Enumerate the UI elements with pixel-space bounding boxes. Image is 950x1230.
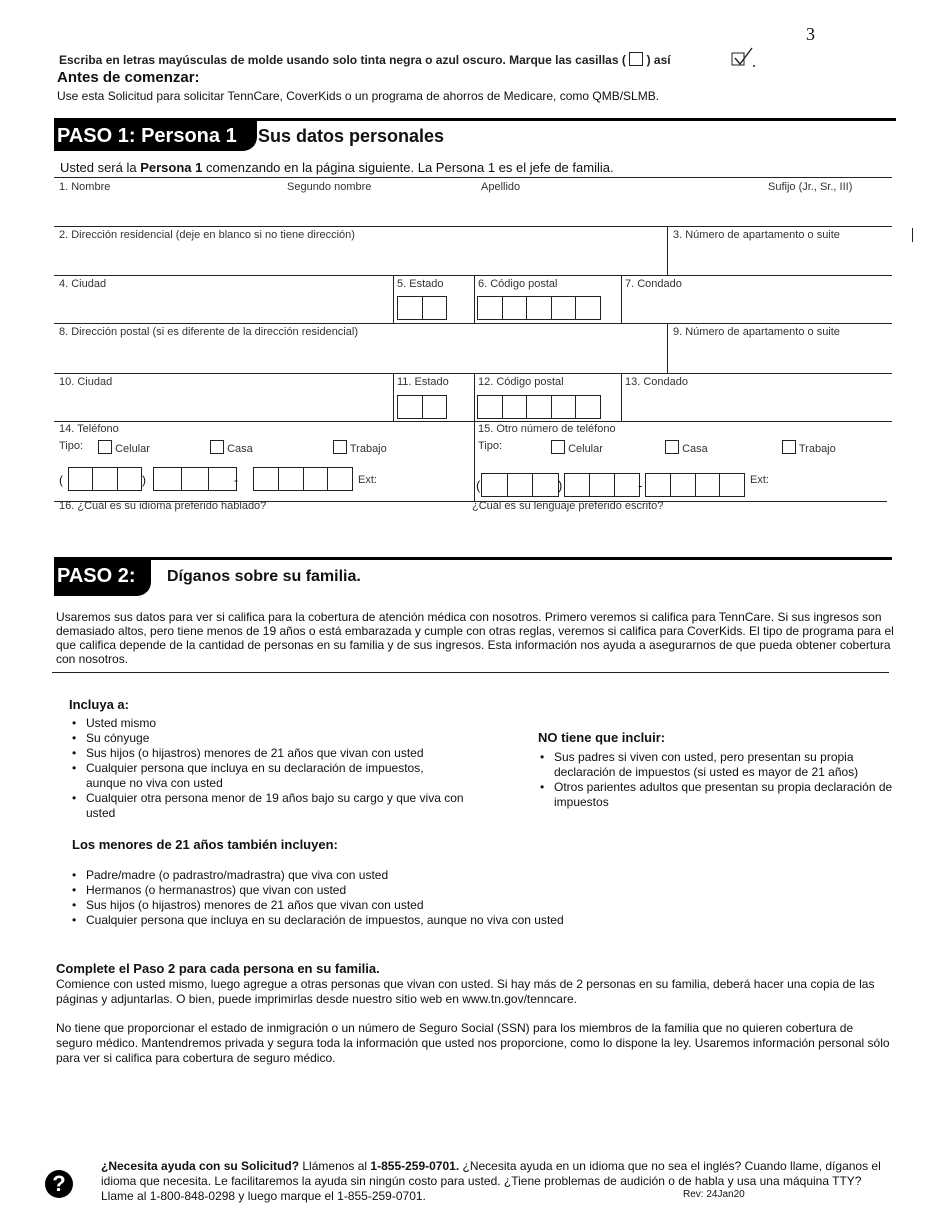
input-estado2[interactable]	[397, 395, 447, 419]
input-ciudad2[interactable]	[56, 392, 386, 418]
label-tipo2: Tipo:	[478, 440, 503, 452]
label-ciudad2: 10. Ciudad	[59, 376, 113, 388]
before-start-title: Antes de comenzar:	[57, 69, 200, 86]
phone2-ext-input[interactable]	[777, 468, 887, 492]
step1-intro-text: Usted será la	[60, 160, 141, 175]
list-item: • Cualquier persona que incluya en su declaración de impuestos, aunque no viva con usted	[69, 761, 464, 791]
list-item: • Su cónyuge	[69, 731, 464, 746]
input-condado2[interactable]	[625, 392, 890, 418]
checkbox-icon[interactable]	[551, 440, 565, 454]
list-item: • Hermanos (o hermanastros) que vivan con usted	[69, 883, 669, 898]
complete-text: Comience con usted mismo, luego agregue a otras personas que vivan con usted. Si hay más de 2 personas en su familia, deberá hacer una copia de las páginas y adjuntarlas. O bien, puede imprimirlas desde nuestro sitio web en www.tn.gov/tenncare.	[56, 977, 875, 1006]
list-item: • Sus hijos (o hijastros) menores de 21 años que vivan con usted	[69, 746, 464, 761]
minors-list	[69, 868, 669, 928]
not-include-title: NO tiene que incluir:	[538, 730, 666, 745]
complete-title: Complete el Paso 2 para cada persona en su familia.	[56, 961, 380, 976]
phone1-celular-option[interactable]	[98, 440, 150, 455]
input-condado[interactable]	[625, 294, 890, 320]
help-phone: 1-855-259-0701.	[370, 1159, 460, 1173]
input-idioma-hablado[interactable]	[56, 514, 466, 540]
step1-tab: PASO 1: Persona 1	[54, 121, 257, 151]
label-tipo: Tipo:	[59, 440, 84, 452]
label-ext2: Ext:	[750, 474, 769, 486]
step2-tab: PASO 2:	[54, 560, 151, 596]
phone2-casa-option[interactable]	[665, 440, 708, 455]
label-apto-postal: 9. Número de apartamento o suite	[673, 326, 840, 338]
minors-title: Los menores de 21 años también incluyen:	[72, 837, 338, 852]
label-apellido: Apellido	[481, 181, 521, 193]
phone1-trabajo-option[interactable]	[333, 440, 387, 455]
checkbox-icon[interactable]	[665, 440, 679, 454]
not-include-list	[537, 750, 909, 810]
input-codigo-postal[interactable]	[477, 296, 601, 320]
footer-help-text	[101, 1159, 891, 1204]
label-ext: Ext:	[358, 474, 377, 486]
input-apto[interactable]	[670, 244, 890, 272]
phone1-prefix[interactable]	[153, 467, 237, 491]
include-title: Incluya a:	[69, 697, 129, 712]
instructions-text-mid: . Marque las casillas (	[502, 53, 626, 67]
phone1-paren-open: (	[59, 473, 63, 487]
immigration-text: No tiene que proporcionar el estado de inmigración o un número de Seguro Social (SSN) para los miembros de la familia que no quieren cobertura de seguro médico. Mantendremos privada y segura toda la información que usted nos proporcione, como lo dispone la ley. Usaremos información personal sólo para ver si califica para cobertura de seguro médico.	[56, 1021, 890, 1065]
revision-label: Rev: 24Jan20	[683, 1189, 745, 1200]
checkbox-icon[interactable]	[782, 440, 796, 454]
label-ciudad: 4. Ciudad	[59, 278, 107, 290]
step1-intro-rest: comenzando en la página siguiente. La Persona 1 es el jefe de familia.	[202, 160, 614, 175]
list-item: • Cualquier otra persona menor de 19 años bajo su cargo y que viva con usted	[69, 791, 464, 821]
label-segundo-nombre: Segundo nombre	[287, 181, 372, 193]
phone1-line[interactable]	[253, 467, 353, 491]
input-idioma-escrito[interactable]	[470, 514, 885, 540]
step1-intro-bold: Persona 1	[140, 160, 203, 175]
step2-intro: Usaremos sus datos para ver si califica para la cobertura de atención médica con nosotros. Primero veremos si califica para TennCare. Si sus ingresos son demasiado altos, pero tiene menos de 19 años o está embarazada y cumple con otras reglas, veremos si califica para CoverKids. El tipo de programa para el que califica depende de la cantidad de personas en su familia y de sus ingresos. Esta información nos ayuda a asegurarnos de que pueda obtener cobertura con nosotros.	[56, 610, 894, 666]
step1-intro	[60, 160, 614, 175]
phone2-paren-open: (	[476, 478, 481, 493]
phone2-dash: -	[638, 478, 643, 493]
input-nombre[interactable]	[56, 196, 280, 224]
phone2-celular-option[interactable]	[551, 440, 603, 455]
option-label: Trabajo	[349, 443, 387, 455]
phone2-area-code[interactable]	[481, 473, 559, 497]
help-bold: ¿Necesita ayuda con su Solicitud?	[101, 1159, 300, 1173]
step1-title: Sus datos personales	[258, 126, 445, 146]
label-codigo-postal: 6. Código postal	[478, 278, 558, 290]
list-item: • Sus hijos (o hijastros) menores de 21 años que vivan con usted	[69, 898, 669, 913]
option-label: Trabajo	[798, 443, 836, 455]
input-codigo-postal2[interactable]	[477, 395, 601, 419]
label-condado: 7. Condado	[625, 278, 682, 290]
label-direccion-postal: 8. Dirección postal (si es diferente de la dirección residencial)	[59, 326, 358, 338]
option-label: Casa	[227, 443, 253, 455]
option-label: Celular	[568, 443, 603, 455]
phone1-ext-input[interactable]	[385, 468, 470, 492]
checkbox-icon[interactable]	[333, 440, 347, 454]
input-ciudad[interactable]	[56, 294, 386, 320]
label-idioma-escrito: ¿Cuál es su lenguaje preferido escrito?	[472, 500, 664, 512]
instructions-line	[59, 52, 671, 67]
label-nombre: 1. Nombre	[59, 181, 111, 193]
phone2-paren-close: )	[558, 478, 563, 493]
label-estado2: 11. Estado	[397, 376, 449, 388]
list-item: • Otros parientes adultos que presentan su propia declaración de impuestos	[537, 780, 909, 810]
sample-checkbox-icon	[629, 52, 643, 66]
input-estado[interactable]	[397, 296, 447, 320]
input-segundo-nombre[interactable]	[284, 196, 474, 224]
input-direccion-postal[interactable]	[56, 342, 661, 370]
list-item: • Usted mismo	[69, 716, 464, 731]
help-icon: ?	[45, 1170, 73, 1198]
label-direccion: 2. Dirección residencial (deje en blanco si no tiene dirección)	[59, 229, 355, 241]
include-list	[69, 716, 464, 821]
instructions-text-after: ) así	[646, 53, 671, 67]
input-sufijo[interactable]	[765, 196, 890, 224]
help-rest: ¿Necesita ayuda en un idioma que no sea el inglés? Cuando llame, díganos el idioma que necesita. Le facilitaremos la ayuda sin ningún costo para usted. ¿Tiene problemas de audición o de habla y usa una máquina TTY? Llame al 1-800-848-0298 y luego marque el 1-855-259-0701.	[101, 1159, 881, 1203]
label-condado2: 13. Condado	[625, 376, 688, 388]
checked-box-example-icon	[730, 46, 756, 70]
input-apto-postal[interactable]	[670, 342, 890, 370]
list-item: • Cualquier persona que incluya en su declaración de impuestos, aunque no viva con usted	[69, 913, 669, 928]
list-item: • Padre/madre (o padrastro/madrastra) que viva con usted	[69, 868, 669, 883]
label-apto: 3. Número de apartamento o suite	[673, 229, 840, 241]
phone2-prefix[interactable]	[564, 473, 643, 497]
page-number: 3	[806, 24, 815, 44]
label-otro-telefono: 15. Otro número de teléfono	[478, 423, 616, 435]
help-call: Llámenos al	[299, 1159, 371, 1173]
label-telefono: 14. Teléfono	[59, 423, 119, 435]
phone1-casa-option[interactable]	[210, 440, 253, 455]
list-item: • Sus padres si viven con usted, pero presentan su propia declaración de impuestos (si usted es mayor de 21 años)	[537, 750, 909, 780]
phone1-area-code[interactable]	[68, 467, 142, 491]
label-sufijo: Sufijo (Jr., Sr., III)	[768, 181, 853, 193]
checkbox-icon[interactable]	[210, 440, 224, 454]
checkbox-icon[interactable]	[98, 440, 112, 454]
label-estado: 5. Estado	[397, 278, 444, 290]
input-direccion[interactable]	[56, 244, 661, 272]
phone2-trabajo-option[interactable]	[782, 440, 836, 455]
phone1-paren-close: )	[142, 473, 146, 487]
label-idioma-hablado: 16. ¿Cuál es su idioma preferido hablado?	[59, 500, 267, 512]
label-codigo-postal2: 12. Código postal	[478, 376, 564, 388]
before-start-text: Use esta Solicitud para solicitar TennCare, CoverKids o un programa de ahorros de Medicare, como QMB/SLMB.	[57, 89, 660, 103]
phone2-line[interactable]	[645, 473, 745, 497]
phone1-dash: -	[234, 473, 238, 487]
step2-title: Díganos sobre su familia.	[167, 568, 361, 585]
instructions-text: Escriba en letras mayúsculas de molde usando solo tinta negra o azul oscuro	[59, 53, 503, 67]
option-label: Casa	[682, 443, 708, 455]
option-label: Celular	[115, 443, 150, 455]
input-apellido[interactable]	[478, 196, 763, 224]
